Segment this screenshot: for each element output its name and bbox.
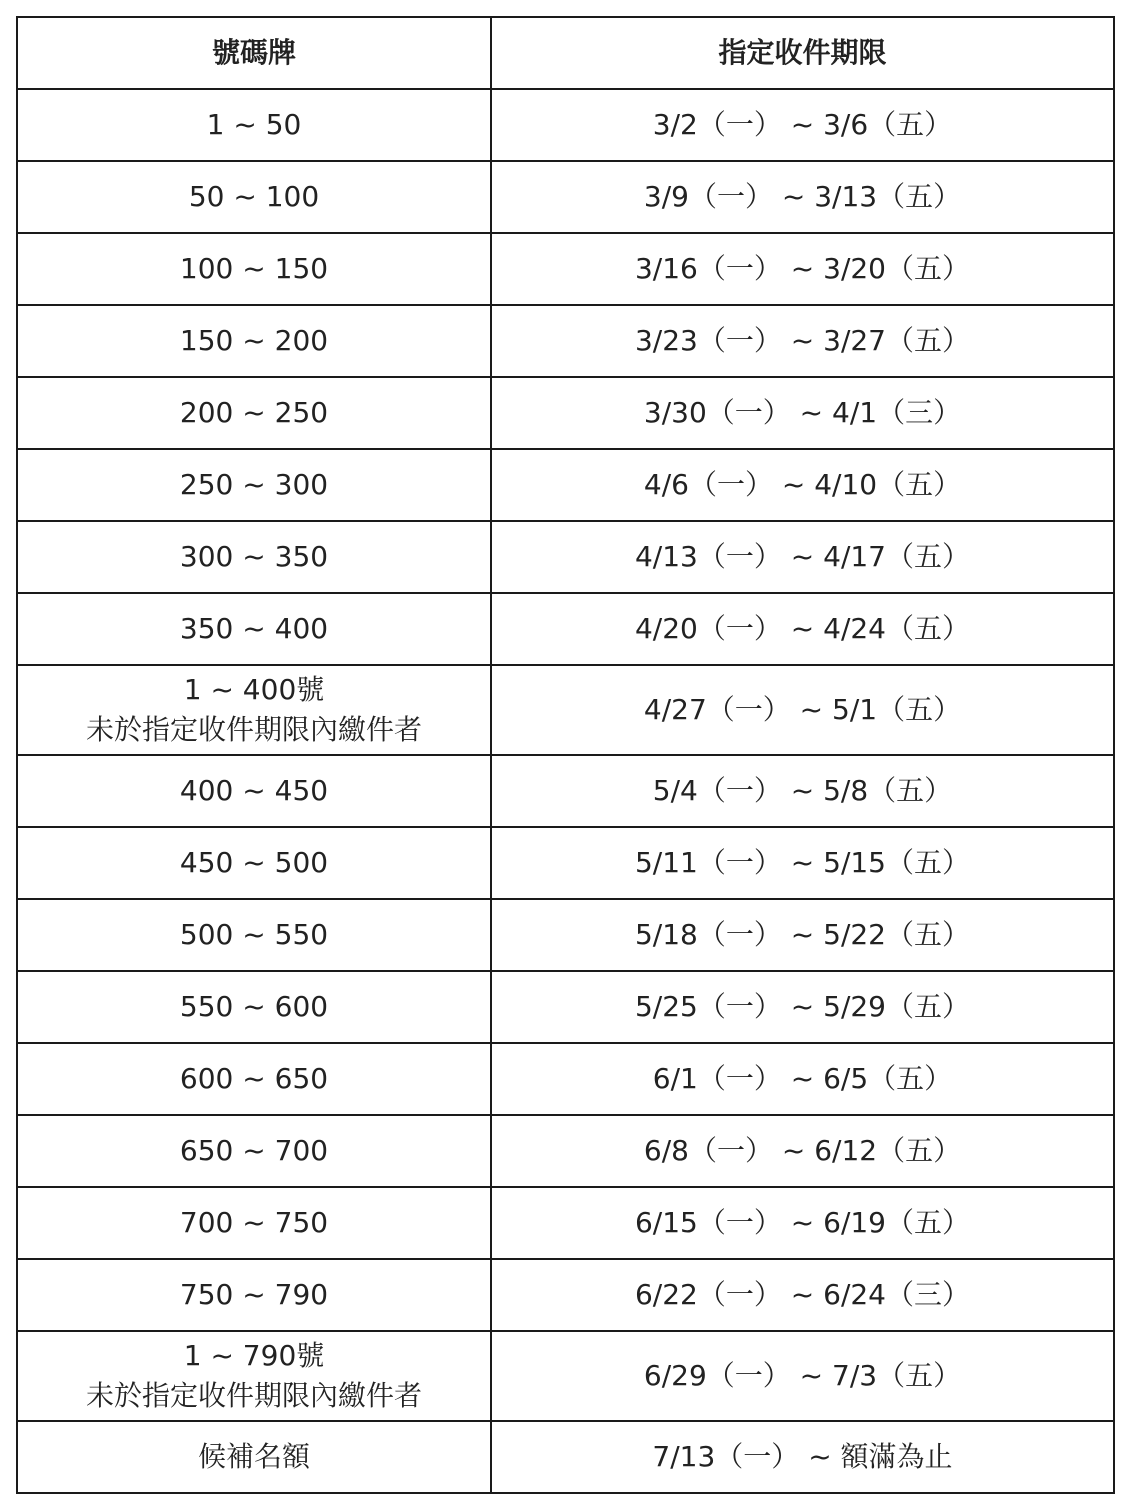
number-range-cell xyxy=(17,593,491,665)
number-range-text: 未於指定收件期限內繳件者 xyxy=(85,713,422,746)
table-row xyxy=(17,1421,1114,1493)
deadline-period-cell xyxy=(491,161,1114,233)
deadline-period-text: 6/8（一） ~ 6/12（五） xyxy=(643,1134,962,1167)
deadline-period-cell xyxy=(491,665,1114,755)
number-range-text: 500 ~ 550 xyxy=(179,918,329,951)
number-range-text: 1 ~ 790號 xyxy=(183,1339,325,1372)
table-body xyxy=(17,89,1114,1493)
number-range-cell xyxy=(17,1187,491,1259)
number-range-cell xyxy=(17,1331,491,1421)
table-row xyxy=(17,89,1114,161)
number-range-cell xyxy=(17,377,491,449)
deadline-period-cell xyxy=(491,971,1114,1043)
deadline-period-text: 3/2（一） ~ 3/6（五） xyxy=(652,108,953,141)
deadline-period-cell xyxy=(491,1259,1114,1331)
number-range-cell xyxy=(17,827,491,899)
deadline-period-text: 5/4（一） ~ 5/8（五） xyxy=(652,774,953,807)
number-range-cell xyxy=(17,161,491,233)
table-row xyxy=(17,827,1114,899)
number-range-text: 400 ~ 450 xyxy=(179,774,329,807)
deadline-period-cell xyxy=(491,593,1114,665)
deadline-period-cell xyxy=(491,899,1114,971)
deadline-period-cell xyxy=(491,305,1114,377)
table-row xyxy=(17,377,1114,449)
number-range-cell xyxy=(17,971,491,1043)
number-range-cell xyxy=(17,305,491,377)
table-row xyxy=(17,1187,1114,1259)
deadline-period-cell xyxy=(491,449,1114,521)
number-range-text: 1 ~ 50 xyxy=(206,108,302,141)
number-range-text: 50 ~ 100 xyxy=(188,180,320,213)
table-row xyxy=(17,161,1114,233)
deadline-period-text: 7/13（一） ~ 額滿為止 xyxy=(652,1440,953,1473)
deadline-period-cell xyxy=(491,1187,1114,1259)
number-range-text: 300 ~ 350 xyxy=(179,540,329,573)
deadline-period-cell xyxy=(491,1115,1114,1187)
deadline-period-text: 5/18（一） ~ 5/22（五） xyxy=(634,918,971,951)
number-range-text: 350 ~ 400 xyxy=(179,612,329,645)
number-range-cell xyxy=(17,665,491,755)
number-range-cell xyxy=(17,755,491,827)
number-range-text: 550 ~ 600 xyxy=(179,990,329,1023)
number-range-text: 150 ~ 200 xyxy=(179,324,329,357)
deadline-period-text: 4/13（一） ~ 4/17（五） xyxy=(634,540,971,573)
number-range-text: 100 ~ 150 xyxy=(179,252,329,285)
deadline-period-cell xyxy=(491,1331,1114,1421)
table-row xyxy=(17,1115,1114,1187)
deadline-period-cell xyxy=(491,827,1114,899)
deadline-period-text: 3/30（一） ~ 4/1（三） xyxy=(643,396,962,429)
number-range-cell xyxy=(17,1043,491,1115)
deadline-period-text: 5/25（一） ~ 5/29（五） xyxy=(634,990,971,1023)
number-range-text: 750 ~ 790 xyxy=(179,1278,329,1311)
number-range-cell xyxy=(17,899,491,971)
deadline-period-text: 6/15（一） ~ 6/19（五） xyxy=(634,1206,971,1239)
number-range-cell xyxy=(17,1421,491,1493)
deadline-period-text: 6/1（一） ~ 6/5（五） xyxy=(652,1062,953,1095)
number-range-cell xyxy=(17,1115,491,1187)
table-row xyxy=(17,233,1114,305)
table-row xyxy=(17,899,1114,971)
number-range-text: 700 ~ 750 xyxy=(179,1206,329,1239)
deadline-period-text: 4/6（一） ~ 4/10（五） xyxy=(643,468,962,501)
header-period: 指定收件期限 xyxy=(491,17,1114,89)
table-row xyxy=(17,305,1114,377)
header-number: 號碼牌 xyxy=(17,17,491,89)
table-row xyxy=(17,1259,1114,1331)
table-row xyxy=(17,1331,1114,1421)
deadline-period-text: 6/29（一） ~ 7/3（五） xyxy=(643,1359,962,1392)
deadline-period-text: 4/27（一） ~ 5/1（五） xyxy=(643,693,962,726)
deadline-period-cell xyxy=(491,89,1114,161)
table-header-row xyxy=(17,17,1114,89)
number-range-cell xyxy=(17,521,491,593)
number-range-text: 650 ~ 700 xyxy=(179,1134,329,1167)
table-row xyxy=(17,521,1114,593)
table-row xyxy=(17,665,1114,755)
deadline-period-cell xyxy=(491,233,1114,305)
number-range-text: 候補名額 xyxy=(197,1440,310,1473)
schedule-table xyxy=(16,16,1115,1494)
deadline-period-cell xyxy=(491,1421,1114,1493)
deadline-period-cell xyxy=(491,755,1114,827)
deadline-period-text: 6/22（一） ~ 6/24（三） xyxy=(634,1278,971,1311)
deadline-period-text: 5/11（一） ~ 5/15（五） xyxy=(634,846,971,879)
deadline-period-text: 3/16（一） ~ 3/20（五） xyxy=(634,252,971,285)
number-range-text: 250 ~ 300 xyxy=(179,468,329,501)
table-row xyxy=(17,449,1114,521)
deadline-period-cell xyxy=(491,377,1114,449)
deadline-period-text: 4/20（一） ~ 4/24（五） xyxy=(634,612,971,645)
deadline-period-cell xyxy=(491,1043,1114,1115)
deadline-period-text: 3/9（一） ~ 3/13（五） xyxy=(643,180,962,213)
deadline-period-cell xyxy=(491,521,1114,593)
table-row xyxy=(17,755,1114,827)
number-range-text: 200 ~ 250 xyxy=(179,396,329,429)
number-range-cell xyxy=(17,449,491,521)
number-range-cell xyxy=(17,233,491,305)
number-range-cell xyxy=(17,1259,491,1331)
deadline-period-text: 3/23（一） ~ 3/27（五） xyxy=(634,324,971,357)
number-range-text: 450 ~ 500 xyxy=(179,846,329,879)
table-row xyxy=(17,593,1114,665)
table-row xyxy=(17,971,1114,1043)
number-range-cell xyxy=(17,89,491,161)
number-range-text: 1 ~ 400號 xyxy=(183,673,325,706)
number-range-text: 600 ~ 650 xyxy=(179,1062,329,1095)
table-row xyxy=(17,1043,1114,1115)
number-range-text: 未於指定收件期限內繳件者 xyxy=(85,1379,422,1412)
